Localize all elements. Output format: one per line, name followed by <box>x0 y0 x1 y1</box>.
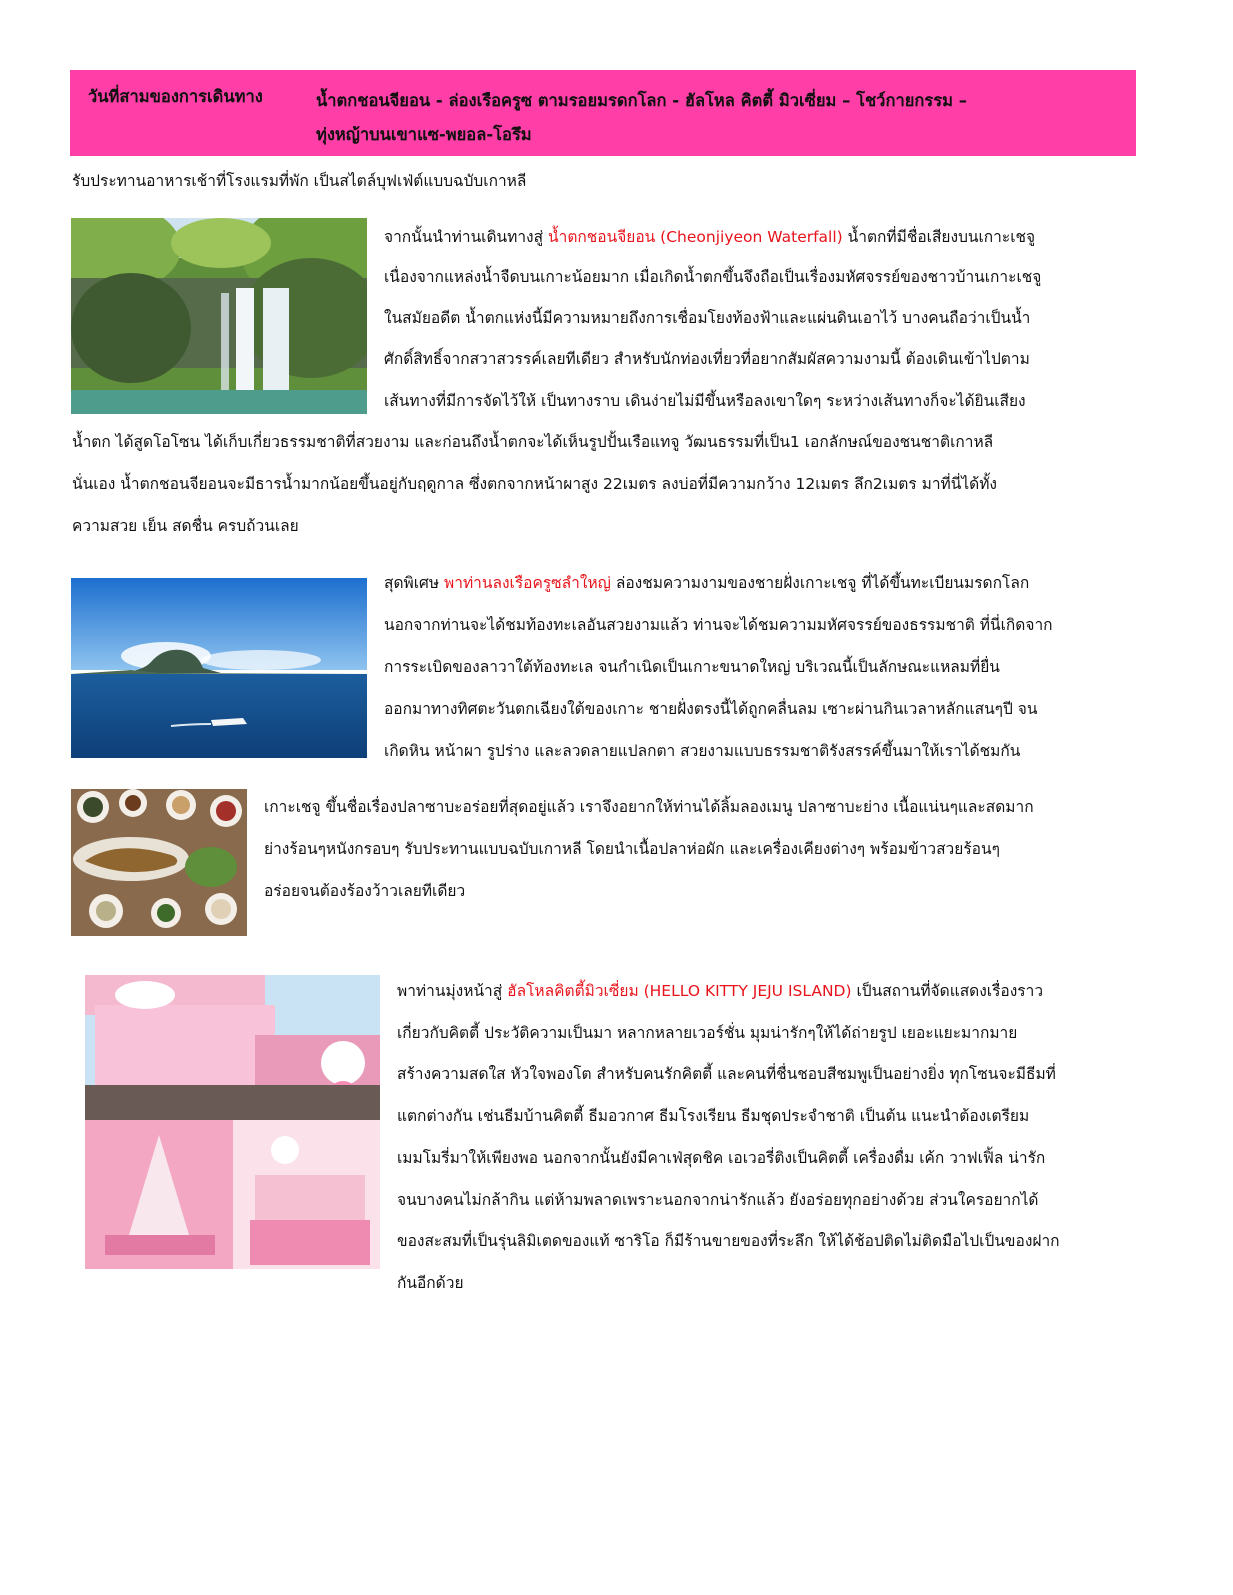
itinerary-title-line: น้ำตกชอนจียอน - ล่องเรือครูซ ตามรอยมรดกโลก - ฮัลโหล คิตตี้ มิวเซี่ยม – โชว์กายกรรม – <box>316 91 967 110</box>
hello-kitty-line: แตกต่างกัน เช่นธีมบ้านคิตตี้ ธีมอวกาศ ธีมโรงเรียน ธีมชุดประจำชาติ เป็นต้น แนะนำต้องเตรียม <box>397 1107 1030 1125</box>
waterfall-name-highlight: น้ำตกชอนจียอน (Cheonjiyeon Waterfall) <box>548 228 843 246</box>
hello-kitty-line: เกี่ยวกับคิตตี้ ประวัติความเป็นมา หลากหลายเวอร์ชั่น มุมน่ารักๆให้ได้ถ่ายรูป เยอะแยะมากมาย <box>397 1024 1018 1042</box>
waterfall-line: เส้นทางที่มีการจัดไว้ให้ เป็นทางราบ เดินง่ายไม่มีขึ้นหรือลงเขาใดๆ ระหว่างเส้นทางก็จะได้ยินเสียง <box>384 392 1026 410</box>
hello-kitty-highlight: ฮัลโหลคิตตี้มิวเซี่ยม (HELLO KITTY JEJU ISLAND) <box>507 982 852 1000</box>
breakfast-intro-text: รับประทานอาหารเช้าที่โรงแรมที่พัก เป็นสไตล์บุฟเฟ่ต์แบบฉบับเกาหลี <box>72 172 527 190</box>
cruise-line: การระเบิดของลาวาใต้ท้องทะเล จนกำเนิดเป็นเกาะขนาดใหญ่ บริเวณนี้เป็นลักษณะแหลมที่ยื่น <box>384 658 1000 676</box>
cruise-highlight: พาท่านลงเรือครูซลำใหญ่ <box>444 574 611 592</box>
grilled-mackerel-photo <box>71 789 247 936</box>
mackerel-line: เกาะเชจู ขึ้นชื่อเรื่องปลาซาบะอร่อยที่สุดอยู่แล้ว เราจึงอยากให้ท่านได้ลิ้มลองเมนู ปลาซาบะย่าง เนื้อแน่นๆและสดมาก <box>264 798 1034 816</box>
hello-kitty-line: ของสะสมที่เป็นรุ่นลิมิเตดของแท้ ซาริโอ ก็มีร้านขายของที่ระลึก ให้ได้ช้อปติดไม่ติดมือไปเป็นของฝาก <box>397 1232 1060 1250</box>
hello-kitty-line: พาท่านมุ่งหน้าสู่ ฮัลโหลคิตตี้มิวเซี่ยม (HELLO KITTY JEJU ISLAND) เป็นสถานที่จัดแสดงเรื่องราว <box>397 982 1044 1000</box>
hello-kitty-line: จนบางคนไม่กล้ากิน แต่ห้ามพลาดเพราะนอกจากน่ารักแล้ว ยังอร่อยทุกอย่างด้วย ส่วนใครอยากได้ <box>397 1191 1039 1209</box>
day-label: วันที่สามของการเดินทาง <box>88 87 263 106</box>
waterfall-line: ในสมัยอดีต น้ำตกแห่งนี้มีความหมายถึงการเชื่อมโยงท้องฟ้าและแผ่นดินเอาไว้ บางคนถือว่าเป็นน้ำ <box>384 309 1031 327</box>
waterfall-line: จากนั้นนำท่านเดินทางสู่ น้ำตกชอนจียอน (Cheonjiyeon Waterfall) น้ำตกที่มีชื่อเสียงบนเกาะเชจู <box>384 228 1036 246</box>
cruise-line: ออกมาทางทิศตะวันตกเฉียงใต้ของเกาะ ชายฝั่งตรงนี้ได้ถูกคลื่นลม เซาะผ่านกินเวลาหลักแสนๆปี จน <box>384 700 1038 718</box>
waterfall-line: เนื่องจากแหล่งน้ำจืดบนเกาะน้อยมาก เมื่อเกิดน้ำตกขึ้นจึงถือเป็นเรื่องมหัศจรรย์ของชาวบ้านเกาะเชจู <box>384 268 1042 286</box>
cruise-sea-photo <box>71 578 367 758</box>
day-itinerary-title <box>316 84 1116 152</box>
waterfall-line: น้ำตก ได้สูดโอโซน ได้เก็บเกี่ยวธรรมชาติที่สวยงาม และก่อนถึงน้ำตกจะได้เห็นรูปปั้นเรือแทจู วัฒนธรรมที่เป็น1 เอกลักษณ์ของชนชาติเกาหลี <box>72 433 994 451</box>
mackerel-line: ย่างร้อนๆหนังกรอบๆ รับประทานแบบฉบับเกาหลี โดยนำเนื้อปลาห่อผัก และเครื่องเคียงต่างๆ พร้อมข้าวสวยร้อนๆ <box>264 840 1000 858</box>
hello-kitty-line: เมมโมรี่มาให้เพียงพอ นอกจากนั้นยังมีคาเฟ่สุดชิค เอเวอรี่ติงเป็นคิตตี้ เครื่องดื่ม เค้ก วาฟเฟิ้ล น่ารัก <box>397 1149 1046 1167</box>
waterfall-line: นั่นเอง น้ำตกชอนจียอนจะมีธารน้ำมากน้อยขึ้นอยู่กับฤดูกาล ซึ่งตกจากหน้าผาสูง 22เมตร ลงบ่อที่มีความกว้าง 12เมตร ลึก2เมตร มาที่นี่ได้ทั้ง <box>72 475 997 493</box>
day-header-banner <box>70 70 1136 156</box>
hello-kitty-museum-photo <box>85 975 380 1269</box>
cruise-line: เกิดหิน หน้าผา รูปร่าง และลวดลายแปลกตา สวยงามแบบธรรมชาติรังสรรค์ขึ้นมาให้เราได้ชมกัน <box>384 742 1021 760</box>
mackerel-line: อร่อยจนต้องร้องว้าวเลยทีเดียว <box>264 882 466 900</box>
itinerary-title-line: ทุ่งหญ้าบนเขาแซ-พยอล-โอรึม <box>316 125 532 144</box>
hello-kitty-line: กันอีกด้วย <box>397 1274 464 1292</box>
cruise-line: นอกจากท่านจะได้ชมท้องทะเลอันสวยงามแล้ว ท่านจะได้ชมความมหัศจรรย์ของธรรมชาติ ที่นี่เกิดจาก <box>384 616 1053 634</box>
waterfall-line: ความสวย เย็น สดชื่น ครบถ้วนเลย <box>72 517 299 535</box>
waterfall-photo <box>71 218 367 414</box>
waterfall-line: ศักดิ์สิทธิ์จากสวาสวรรค์เลยทีเดียว สำหรับนักท่องเที่ยวที่อยากสัมผัสความงามนี้ ต้องเดินเข้าไปตาม <box>384 350 1030 368</box>
cruise-line: สุดพิเศษ พาท่านลงเรือครูซลำใหญ่ ล่องชมความงามของชายฝั่งเกาะเชจู ที่ได้ขึ้นทะเบียนมรดกโลก <box>384 574 1030 592</box>
hello-kitty-line: สร้างความสดใส หัวใจพองโต สำหรับคนรักคิตตี้ และคนที่ชื่นชอบสีชมพูเป็นอย่างยิ่ง ทุกโซนจะมีธีมที่ <box>397 1065 1056 1083</box>
